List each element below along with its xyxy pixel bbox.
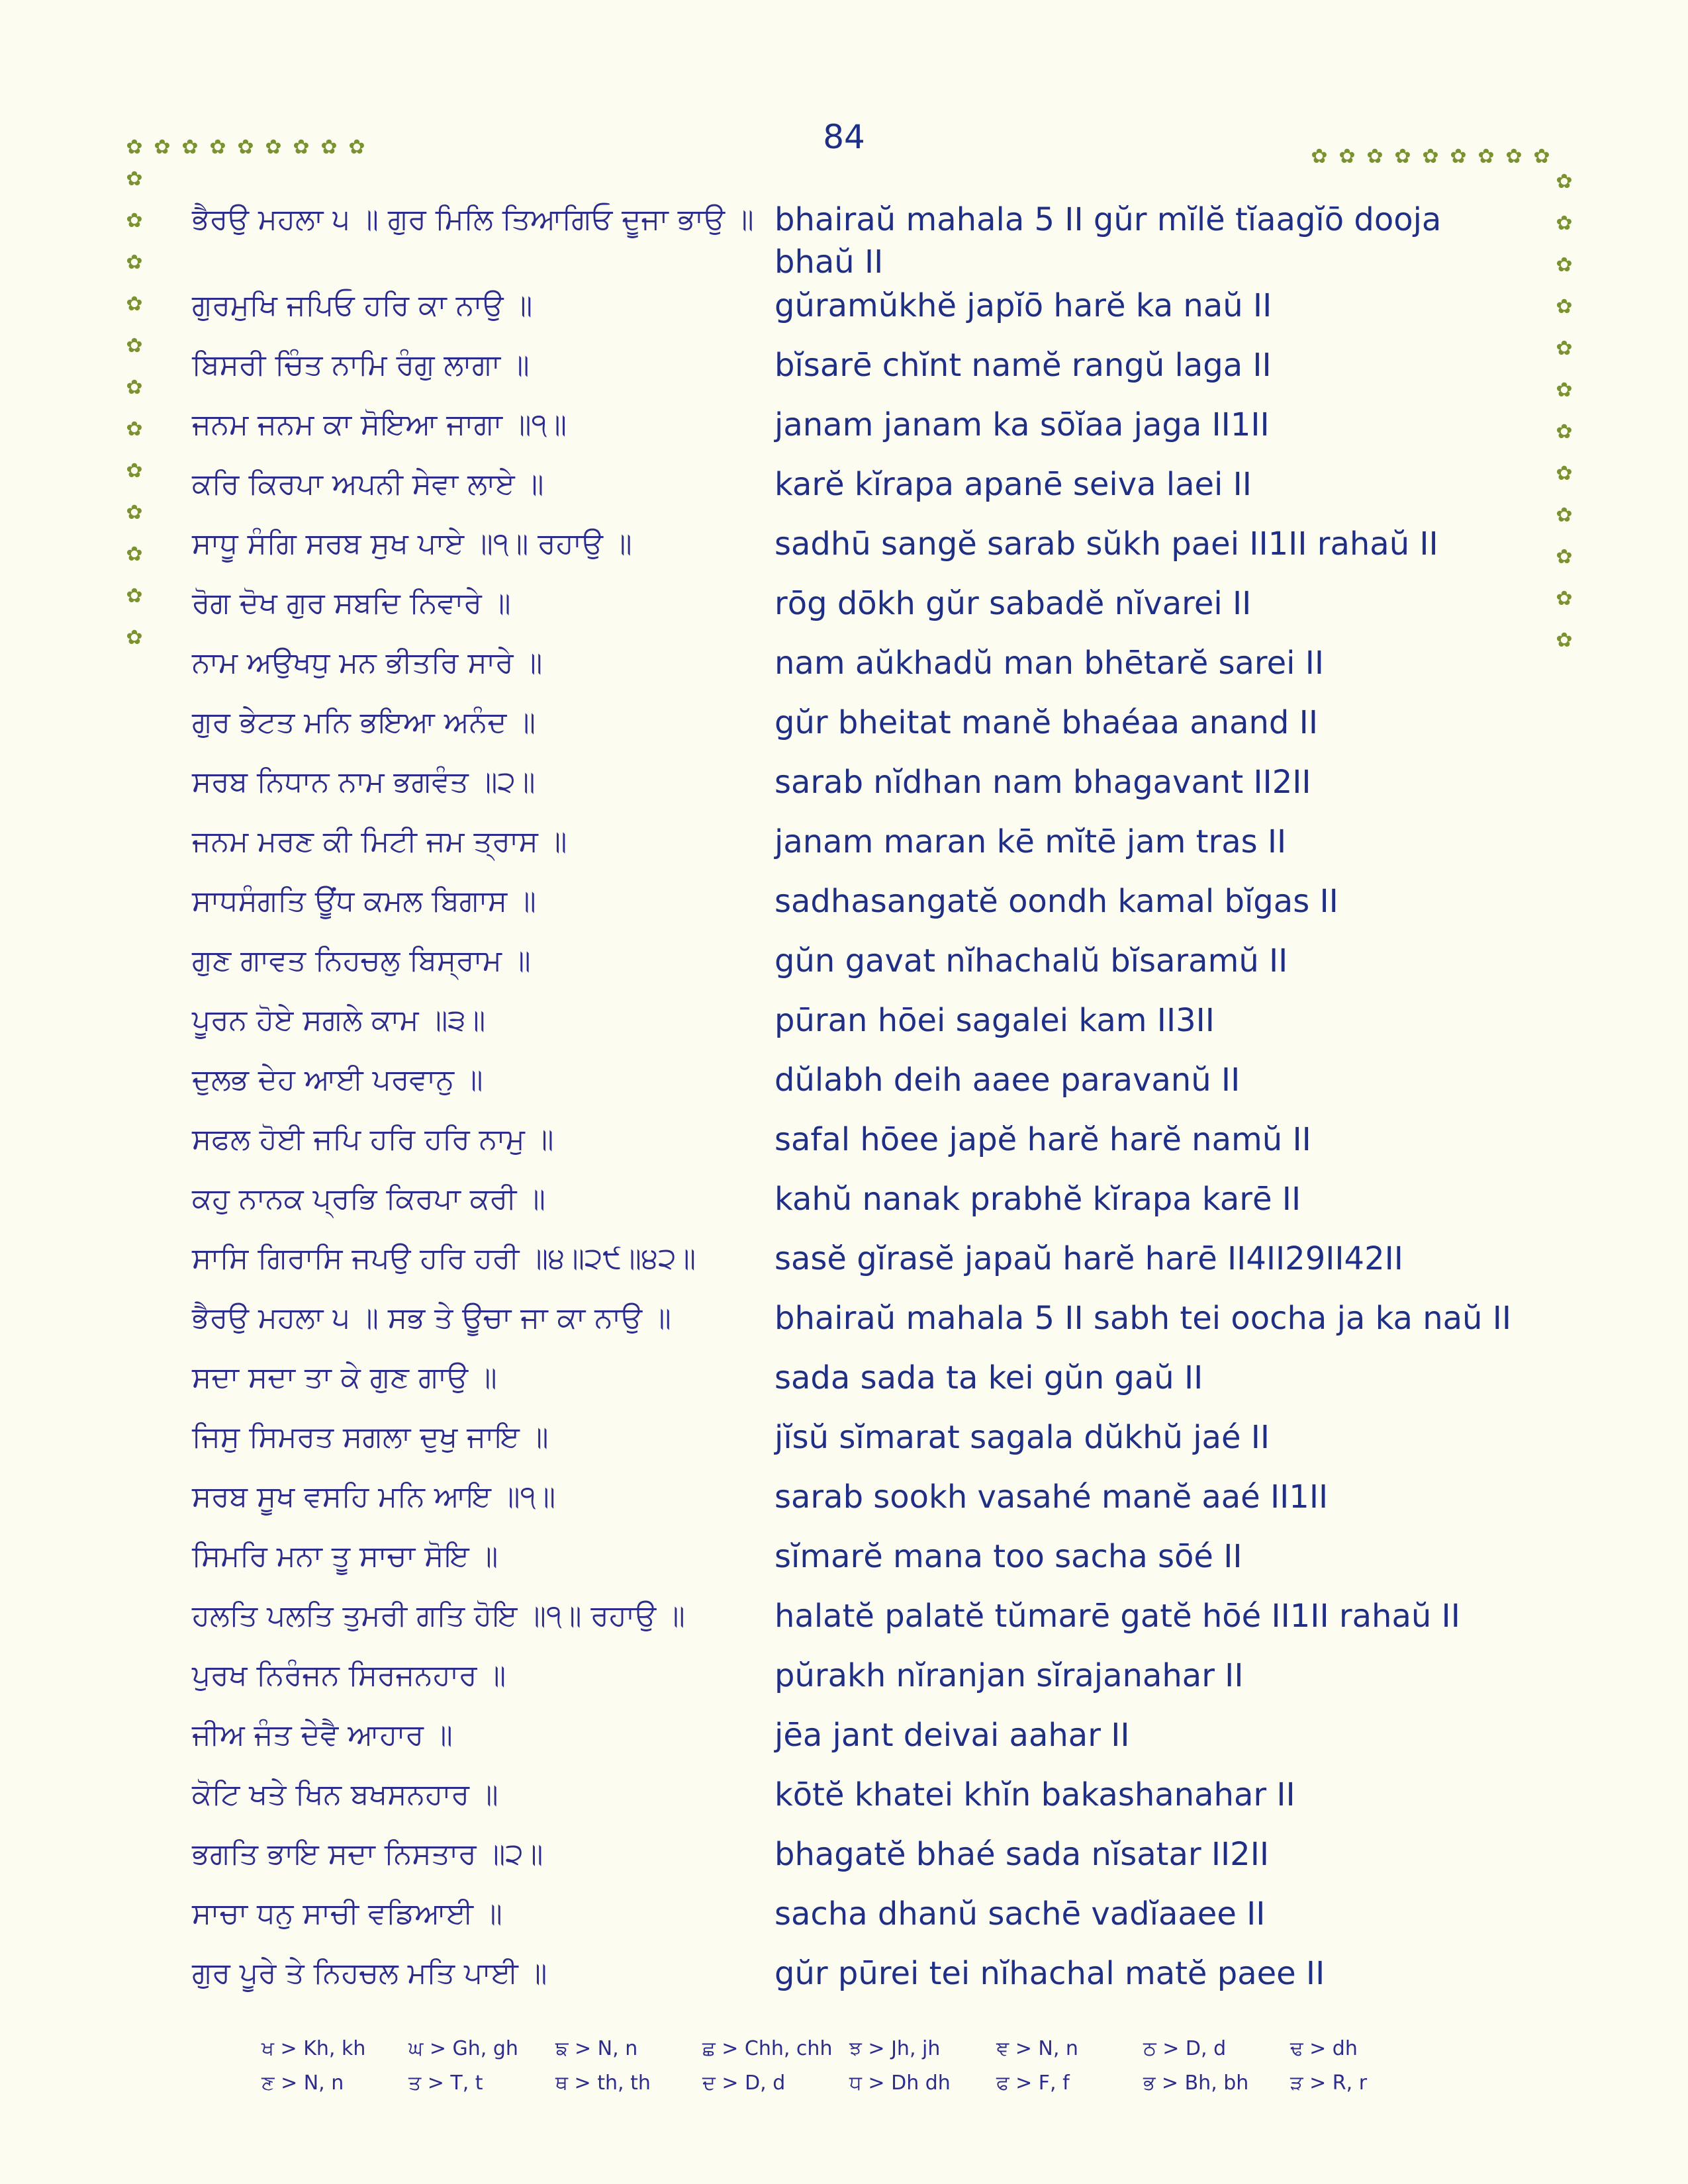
verse-row bbox=[192, 1476, 1516, 1535]
verse-gurmukhi: ਕਹੁ ਨਾਨਕ ਪ੍ਰਭਿ ਕਿਰਪਾ ਕਰੀ ॥ bbox=[192, 1182, 545, 1216]
flower-icon: ✿ bbox=[126, 459, 143, 482]
verse-gurmukhi: ਸਾਸਿ ਗਿਰਾਸਿ ਜਪਉ ਹਰਿ ਹਰੀ ॥੪॥੨੯॥੪੨॥ bbox=[192, 1242, 696, 1275]
verse-row bbox=[192, 523, 1516, 582]
verse-row bbox=[192, 940, 1516, 999]
flower-icon: ✿ bbox=[1556, 295, 1573, 318]
verse-gurmukhi: ਦੁਲਭ ਦੇਹ ਆਈ ਪਰਵਾਨੁ ॥ bbox=[192, 1063, 483, 1097]
flower-icon: ✿ bbox=[1366, 145, 1383, 168]
verse-transliteration: pŭrakh nĭranjan sĭrajanahar II bbox=[774, 1657, 1244, 1694]
verse-row bbox=[192, 344, 1516, 404]
verse-row bbox=[192, 1655, 1516, 1714]
verse-transliteration: karĕ kĭrapa apanē seiva laei II bbox=[774, 466, 1252, 503]
verse-transliteration: safal hōee japĕ harĕ harĕ namŭ II bbox=[774, 1121, 1311, 1158]
verse-gurmukhi: ਭਗਤਿ ਭਾਇ ਸਦਾ ਨਿਸਤਾਰ ॥੨॥ bbox=[192, 1837, 543, 1871]
verse-row bbox=[192, 199, 1516, 285]
verse-gurmukhi: ਭੈਰਉ ਮਹਲਾ ੫ ॥ ਗੁਰ ਮਿਲਿ ਤਿਆਗਿਓ ਦੂਜਾ ਭਾਉ ॥ bbox=[192, 203, 754, 236]
verse-gurmukhi: ਸਰਬ ਨਿਧਾਨ ਨਾਮ ਭਗਵੰਤ ॥੨॥ bbox=[192, 765, 536, 799]
verse-gurmukhi: ਕਰਿ ਕਿਰਪਾ ਅਪਨੀ ਸੇਵਾ ਲਾਏ ॥ bbox=[192, 467, 544, 501]
verse-gurmukhi: ਗੁਰ ਭੇਟਤ ਮਨਿ ਭਇਆ ਅਨੰਦ ॥ bbox=[192, 705, 536, 739]
verse-transliteration: sarab sookh vasahé manĕ aaé II1II bbox=[774, 1479, 1329, 1516]
verse-transliteration: jĭsŭ sĭmarat sagala dŭkhŭ jaé II bbox=[774, 1419, 1270, 1456]
legend-item: ਠ > D, d bbox=[1143, 2037, 1227, 2060]
verse-row bbox=[192, 463, 1516, 523]
flower-icon: ✿ bbox=[1556, 253, 1573, 277]
flower-icon: ✿ bbox=[1556, 337, 1573, 360]
verse-gurmukhi: ਪੁਰਖ ਨਿਰੰਜਨ ਸਿਰਜਨਹਾਰ ॥ bbox=[192, 1659, 506, 1692]
verse-gurmukhi: ਗੁਣ ਗਾਵਤ ਨਿਹਚਲੁ ਬਿਸ੍ਰਾਮ ॥ bbox=[192, 944, 531, 978]
flower-icon: ✿ bbox=[126, 418, 143, 441]
verse-row bbox=[192, 1893, 1516, 1952]
verse-row bbox=[192, 1118, 1516, 1178]
legend-item: ਖ > Kh, kh bbox=[261, 2037, 366, 2060]
verse-transliteration: jēa jant deivai aahar II bbox=[774, 1717, 1130, 1754]
verse-transliteration: kōtĕ khatei khĭn bakashanahar II bbox=[774, 1776, 1295, 1813]
verse-gurmukhi: ਕੋਟਿ ਖਤੇ ਖਿਨ ਬਖਸਨਹਾਰ ॥ bbox=[192, 1778, 498, 1811]
legend-item: ਛ > Chh, chh bbox=[702, 2037, 833, 2060]
verse-transliteration: janam maran kē mĭtē jam tras II bbox=[774, 823, 1287, 860]
verse-transliteration: dŭlabh deih aaee paravanŭ II bbox=[774, 1062, 1241, 1099]
verse-gurmukhi: ਸਾਚਾ ਧਨੁ ਸਾਚੀ ਵਡਿਆਈ ॥ bbox=[192, 1897, 502, 1931]
legend-item: ਘ > Gh, gh bbox=[408, 2037, 518, 2060]
verse-row bbox=[192, 1952, 1516, 2012]
verse-row bbox=[192, 1535, 1516, 1595]
verse-gurmukhi: ਸਫਲ ਹੋਈ ਜਪਿ ਹਰਿ ਹਰਿ ਨਾਮੁ ॥ bbox=[192, 1122, 554, 1156]
verse-transliteration: sĭmarĕ mana too sacha sōé II bbox=[774, 1538, 1243, 1575]
flower-icon: ✿ bbox=[126, 543, 143, 566]
flower-icon: ✿ bbox=[1556, 212, 1573, 235]
verse-gurmukhi: ਸਾਧਸੰਗਤਿ ਊਂਧ ਕਮਲ ਬਿਗਾਸ ॥ bbox=[192, 884, 536, 918]
legend-row bbox=[261, 2071, 1453, 2106]
flower-icon: ✿ bbox=[154, 136, 171, 159]
flower-icon: ✿ bbox=[126, 167, 143, 191]
verse-row bbox=[192, 702, 1516, 761]
flower-icon: ✿ bbox=[1533, 145, 1550, 168]
legend-item: ਭ > Bh, bh bbox=[1143, 2071, 1249, 2095]
verse-gurmukhi: ਜਨਮ ਜਨਮ ਕਾ ਸੋਇਆ ਜਾਗਾ ॥੧॥ bbox=[192, 408, 567, 441]
verse-transliteration: janam janam ka sōĭaa jaga II1II bbox=[774, 406, 1270, 443]
flower-icon: ✿ bbox=[126, 376, 143, 399]
legend-item: ਣ > N, n bbox=[261, 2071, 344, 2095]
verse-row bbox=[192, 1833, 1516, 1893]
flower-icon: ✿ bbox=[293, 136, 310, 159]
verse-list bbox=[192, 199, 1516, 2012]
verse-transliteration: sadhasangatĕ oondh kamal bĭgas II bbox=[774, 883, 1338, 920]
verse-transliteration: sadhū sangĕ sarab sŭkh paei II1II rahaŭ II bbox=[774, 525, 1438, 563]
verse-gurmukhi: ਸਰਬ ਸੂਖ ਵਸਹਿ ਮਨਿ ਆਇ ॥੧॥ bbox=[192, 1480, 556, 1514]
flower-icon: ✿ bbox=[1556, 504, 1573, 527]
flower-icon: ✿ bbox=[1311, 145, 1328, 168]
legend-item: ਥ > th, th bbox=[555, 2071, 651, 2095]
verse-row bbox=[192, 1238, 1516, 1297]
verse-transliteration: sasĕ gĭrasĕ japaŭ harĕ harē II4II29II42II bbox=[774, 1240, 1403, 1277]
verse-row bbox=[192, 761, 1516, 821]
verse-gurmukhi: ਜੀਅ ਜੰਤ ਦੇਵੈ ਆਹਾਰ ॥ bbox=[192, 1718, 453, 1752]
verse-gurmukhi: ਗੁਰ ਪੂਰੇ ਤੇ ਨਿਹਚਲ ਮਤਿ ਪਾਈ ॥ bbox=[192, 1956, 547, 1990]
verse-transliteration: rōg dōkh gŭr sabadĕ nĭvarei II bbox=[774, 585, 1252, 622]
verse-gurmukhi: ਜਿਸੁ ਸਿਮਰਤ ਸਗਲਾ ਦੁਖੁ ਜਾਇ ॥ bbox=[192, 1420, 549, 1454]
verse-transliteration: halatĕ palatĕ tŭmarē gatĕ hōé II1II rahaŭ II bbox=[774, 1598, 1460, 1635]
flower-icon: ✿ bbox=[1556, 629, 1573, 652]
flower-icon: ✿ bbox=[126, 501, 143, 524]
legend-item: ਞ > N, n bbox=[996, 2037, 1078, 2060]
verse-transliteration: pūran hōei sagalei kam II3II bbox=[774, 1002, 1215, 1039]
flower-icon: ✿ bbox=[1556, 420, 1573, 443]
flower-icon: ✿ bbox=[320, 136, 338, 159]
flower-icon: ✿ bbox=[209, 136, 226, 159]
verse-row bbox=[192, 642, 1516, 702]
legend-item: ਧ > Dh dh bbox=[849, 2071, 951, 2095]
legend-item: ਦ > D, d bbox=[702, 2071, 786, 2095]
verse-gurmukhi: ਪੂਰਨ ਹੋਏ ਸਗਲੇ ਕਾਮ ॥੩॥ bbox=[192, 1003, 486, 1037]
page-number: 84 bbox=[823, 118, 865, 156]
flower-icon: ✿ bbox=[1556, 379, 1573, 402]
verse-gurmukhi: ਜਨਮ ਮਰਣ ਕੀ ਮਿਟੀ ਜਮ ਤ੍ਰਾਸ ॥ bbox=[192, 825, 567, 858]
flower-icon: ✿ bbox=[126, 136, 143, 159]
verse-row bbox=[192, 1416, 1516, 1476]
flower-icon: ✿ bbox=[1422, 145, 1439, 168]
verse-gurmukhi: ਗੁਰਮੁਖਿ ਜਪਿਓ ਹਰਿ ਕਾ ਨਾਉ ॥ bbox=[192, 289, 533, 322]
legend-row bbox=[261, 2037, 1453, 2071]
verse-transliteration: sada sada ta kei gŭn gaŭ II bbox=[774, 1359, 1203, 1396]
verse-gurmukhi: ਰੋਗ ਦੋਖ ਗੁਰ ਸਬਦਿ ਨਿਵਾਰੇ ॥ bbox=[192, 586, 511, 620]
verse-row bbox=[192, 404, 1516, 463]
verse-row bbox=[192, 1595, 1516, 1655]
verse-transliteration: sacha dhanŭ sachē vadĭaaee II bbox=[774, 1895, 1266, 1933]
verse-gurmukhi: ਨਾਮ ਅਉਖਧੁ ਮਨ ਭੀਤਰਿ ਸਾਰੇ ॥ bbox=[192, 646, 543, 680]
flower-icon: ✿ bbox=[126, 584, 143, 608]
legend-item: ਢ > dh bbox=[1290, 2037, 1358, 2060]
flower-icon: ✿ bbox=[1556, 170, 1573, 193]
verse-row bbox=[192, 821, 1516, 880]
verse-row bbox=[192, 999, 1516, 1059]
verse-row bbox=[192, 285, 1516, 344]
flower-icon: ✿ bbox=[348, 136, 365, 159]
verse-row bbox=[192, 1059, 1516, 1118]
flower-icon: ✿ bbox=[126, 334, 143, 357]
verse-row bbox=[192, 1178, 1516, 1238]
verse-transliteration: gŭramŭkhĕ japĭō harĕ ka naŭ II bbox=[774, 287, 1272, 324]
verse-transliteration: gŭr pūrei tei nĭhachal matĕ paee II bbox=[774, 1955, 1325, 1992]
legend-item: ਤ > T, t bbox=[408, 2071, 483, 2095]
verse-gurmukhi: ਬਿਸਰੀ ਚਿੰਤ ਨਾਮਿ ਰੰਗੁ ਲਾਗਾ ॥ bbox=[192, 348, 530, 382]
transliteration-legend bbox=[261, 2037, 1453, 2106]
verse-transliteration: gŭr bheitat manĕ bhaéaa anand II bbox=[774, 704, 1318, 741]
verse-transliteration: bĭsarē chĭnt namĕ rangŭ laga II bbox=[774, 347, 1272, 384]
verse-gurmukhi: ਸਦਾ ਸਦਾ ਤਾ ਕੇ ਗੁਣ ਗਾਉ ॥ bbox=[192, 1361, 497, 1394]
flower-icon: ✿ bbox=[237, 136, 254, 159]
flower-icon: ✿ bbox=[1477, 145, 1495, 168]
verse-row bbox=[192, 880, 1516, 940]
verse-transliteration: bhairaŭ mahala 5 II sabh tei oocha ja ka naŭ II bbox=[774, 1300, 1512, 1337]
verse-row bbox=[192, 582, 1516, 642]
flower-icon: ✿ bbox=[1556, 545, 1573, 569]
verse-gurmukhi: ਸਾਧੂ ਸੰਗਿ ਸਰਬ ਸੁਖ ਪਾਏ ॥੧॥ ਰਹਾਉ ॥ bbox=[192, 527, 632, 561]
legend-item: ੜ > R, r bbox=[1290, 2071, 1368, 2095]
verse-gurmukhi: ਹਲਤਿ ਪਲਤਿ ਤੁਮਰੀ ਗਤਿ ਹੋਇ ॥੧॥ ਰਹਾਉ ॥ bbox=[192, 1599, 685, 1633]
verse-row bbox=[192, 1297, 1516, 1357]
legend-item: ਫ > F, f bbox=[996, 2071, 1070, 2095]
flower-icon: ✿ bbox=[126, 293, 143, 316]
verse-transliteration: bhairaŭ mahala 5 II gŭr mĭlĕ tĭaagĭō dooja bhaŭ II bbox=[774, 201, 1442, 281]
verse-row bbox=[192, 1774, 1516, 1833]
flower-icon: ✿ bbox=[126, 626, 143, 649]
verse-gurmukhi: ਸਿਮਰਿ ਮਨਾ ਤੂ ਸਾਚਾ ਸੋਇ ॥ bbox=[192, 1539, 498, 1573]
verse-transliteration: gŭn gavat nĭhachalŭ bĭsaramŭ II bbox=[774, 942, 1288, 979]
verse-transliteration: kahŭ nanak prabhĕ kĭrapa karē II bbox=[774, 1181, 1301, 1218]
flower-icon: ✿ bbox=[1450, 145, 1467, 168]
verse-transliteration: bhagatĕ bhaé sada nĭsatar II2II bbox=[774, 1836, 1270, 1873]
verse-transliteration: nam aŭkhadŭ man bhētarĕ sarei II bbox=[774, 645, 1325, 682]
verse-transliteration: sarab nĭdhan nam bhagavant II2II bbox=[774, 764, 1311, 801]
verse-row bbox=[192, 1714, 1516, 1774]
legend-item: ਝ > Jh, jh bbox=[849, 2037, 941, 2060]
flower-icon: ✿ bbox=[126, 209, 143, 232]
flower-icon: ✿ bbox=[1338, 145, 1356, 168]
legend-item: ਙ > N, n bbox=[555, 2037, 638, 2060]
verse-row bbox=[192, 1357, 1516, 1416]
flower-icon: ✿ bbox=[265, 136, 282, 159]
flower-icon: ✿ bbox=[1505, 145, 1523, 168]
verse-gurmukhi: ਭੈਰਉ ਮਹਲਾ ੫ ॥ ਸਭ ਤੇ ਊਚਾ ਜਾ ਕਾ ਨਾਉ ॥ bbox=[192, 1301, 671, 1335]
flower-icon: ✿ bbox=[1556, 587, 1573, 610]
flower-icon: ✿ bbox=[1394, 145, 1411, 168]
flower-icon: ✿ bbox=[126, 251, 143, 274]
flower-icon: ✿ bbox=[1556, 462, 1573, 485]
flower-icon: ✿ bbox=[181, 136, 199, 159]
